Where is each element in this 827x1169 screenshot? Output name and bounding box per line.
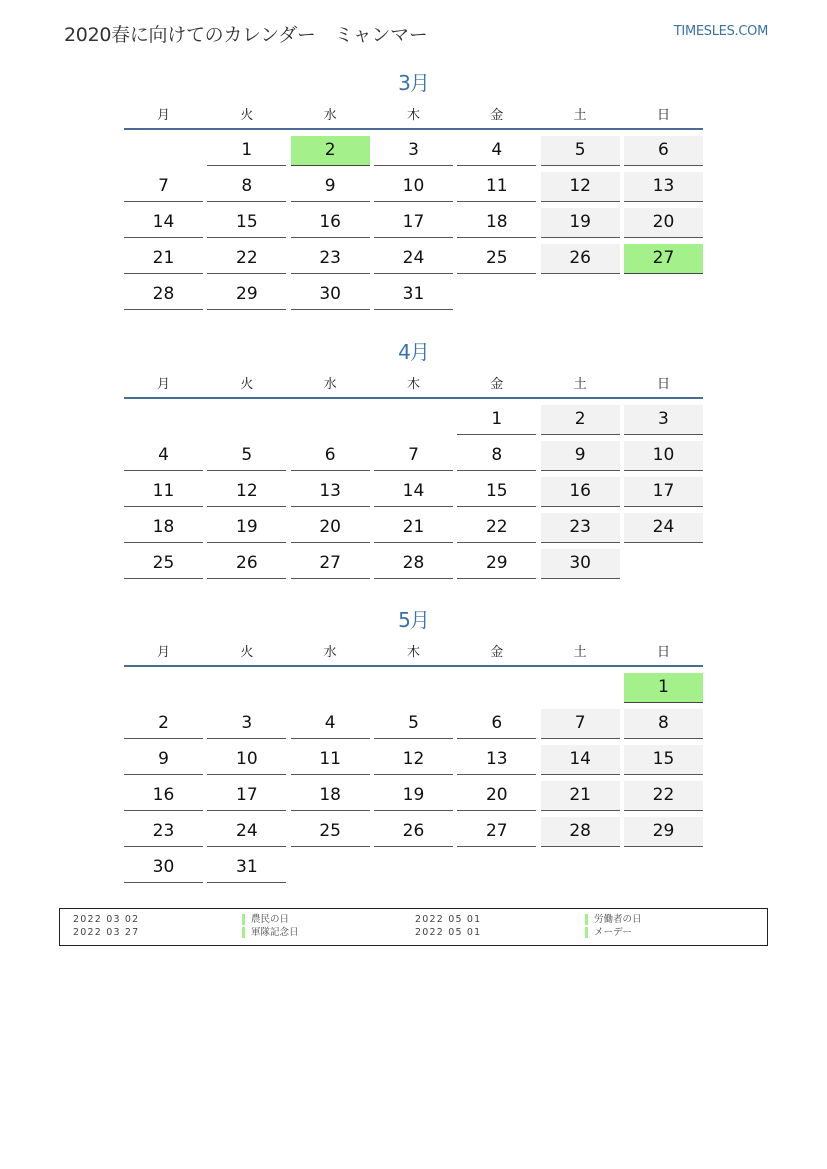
day-cell: 29: [624, 817, 703, 847]
day-cell: 11: [124, 477, 203, 507]
weekday-label: 木: [406, 376, 420, 392]
day-cell: 25: [457, 244, 536, 274]
weekday-label: 火: [240, 376, 254, 392]
day-cell: 7: [541, 709, 620, 739]
day-cell: 17: [624, 477, 703, 507]
weekday-label: 水: [323, 376, 337, 392]
day-cell: 15: [457, 477, 536, 507]
legend-date: 2022 05 01: [415, 914, 482, 925]
weekday-label: 木: [406, 107, 420, 123]
day-cell: 12: [374, 745, 453, 775]
day-cell: 22: [624, 781, 703, 811]
day-grid: [124, 405, 703, 579]
holiday-day-cell: 2: [291, 136, 370, 166]
weekday-label: 土: [573, 107, 587, 123]
day-cell: 27: [457, 817, 536, 847]
legend-holiday-name: 農民の日: [242, 914, 289, 925]
weekday-label: 金: [490, 644, 504, 660]
day-cell: 18: [291, 781, 370, 811]
empty-cell: [207, 673, 286, 703]
day-cell: 16: [124, 781, 203, 811]
day-cell: 22: [207, 244, 286, 274]
day-cell: 9: [291, 172, 370, 202]
day-cell: 13: [457, 745, 536, 775]
day-cell: 6: [291, 441, 370, 471]
month-title: 3月: [398, 71, 429, 95]
empty-cell: [291, 405, 370, 435]
day-cell: 14: [124, 208, 203, 238]
day-cell: 11: [457, 172, 536, 202]
weekday-label: 日: [656, 107, 670, 123]
day-cell: 31: [374, 280, 453, 310]
legend-holiday-name: 軍隊記念日: [242, 927, 299, 938]
empty-cell: [541, 673, 620, 703]
day-cell: 19: [374, 781, 453, 811]
weekday-label: 火: [240, 107, 254, 123]
day-cell: 8: [207, 172, 286, 202]
legend-date: 2022 05 01: [415, 927, 482, 938]
day-cell: 25: [124, 549, 203, 579]
day-cell: 1: [457, 405, 536, 435]
day-cell: 7: [374, 441, 453, 471]
day-cell: 2: [541, 405, 620, 435]
day-cell: 25: [291, 817, 370, 847]
weekday-label: 月: [156, 644, 170, 660]
day-cell: 21: [374, 513, 453, 543]
day-cell: 20: [457, 781, 536, 811]
holiday-day-cell: 27: [624, 244, 703, 274]
day-cell: 24: [374, 244, 453, 274]
day-cell: 29: [457, 549, 536, 579]
weekday-label: 金: [490, 107, 504, 123]
day-cell: 5: [374, 709, 453, 739]
day-cell: 10: [207, 745, 286, 775]
day-cell: 19: [207, 513, 286, 543]
day-cell: 27: [291, 549, 370, 579]
day-grid: [124, 136, 703, 310]
day-cell: 4: [291, 709, 370, 739]
day-cell: 10: [624, 441, 703, 471]
weekday-label: 日: [656, 376, 670, 392]
day-cell: 23: [291, 244, 370, 274]
day-cell: 14: [541, 745, 620, 775]
month-april: [124, 337, 703, 579]
legend-holiday-name: メーデー: [585, 927, 632, 938]
day-cell: 30: [541, 549, 620, 579]
day-cell: 11: [291, 745, 370, 775]
empty-cell: [291, 673, 370, 703]
day-cell: 6: [624, 136, 703, 166]
day-cell: 6: [457, 709, 536, 739]
weekday-label: 月: [156, 376, 170, 392]
day-cell: 28: [374, 549, 453, 579]
weekday-label: 水: [323, 644, 337, 660]
day-grid: [124, 673, 703, 883]
day-cell: 23: [124, 817, 203, 847]
day-cell: 23: [541, 513, 620, 543]
month-march: [124, 68, 703, 310]
day-cell: 15: [624, 745, 703, 775]
day-cell: 22: [457, 513, 536, 543]
day-cell: 9: [541, 441, 620, 471]
day-cell: 28: [124, 280, 203, 310]
day-cell: 18: [457, 208, 536, 238]
empty-cell: [124, 673, 203, 703]
day-cell: 30: [291, 280, 370, 310]
weekday-label: 木: [406, 644, 420, 660]
weekday-label: 金: [490, 376, 504, 392]
day-cell: 17: [374, 208, 453, 238]
day-cell: 20: [624, 208, 703, 238]
day-cell: 5: [207, 441, 286, 471]
empty-cell: [374, 673, 453, 703]
weekday-label: 土: [573, 644, 587, 660]
day-cell: 26: [207, 549, 286, 579]
holiday-legend: [59, 908, 768, 946]
day-cell: 30: [124, 853, 203, 883]
empty-cell: [374, 405, 453, 435]
day-cell: 26: [541, 244, 620, 274]
day-cell: 8: [624, 709, 703, 739]
day-cell: 14: [374, 477, 453, 507]
day-cell: 24: [624, 513, 703, 543]
empty-cell: [124, 136, 203, 166]
day-cell: 5: [541, 136, 620, 166]
empty-cell: [124, 405, 203, 435]
day-cell: 16: [541, 477, 620, 507]
day-cell: 24: [207, 817, 286, 847]
day-cell: 1: [207, 136, 286, 166]
weekday-header: [124, 635, 703, 667]
day-cell: 28: [541, 817, 620, 847]
empty-cell: [457, 673, 536, 703]
day-cell: 15: [207, 208, 286, 238]
day-cell: 19: [541, 208, 620, 238]
site-link[interactable]: TIMESLES.COM: [673, 24, 768, 39]
weekday-label: 日: [656, 644, 670, 660]
day-cell: 26: [374, 817, 453, 847]
day-cell: 2: [124, 709, 203, 739]
empty-cell: [207, 405, 286, 435]
day-cell: 9: [124, 745, 203, 775]
legend-date: 2022 03 27: [73, 927, 140, 938]
day-cell: 3: [624, 405, 703, 435]
day-cell: 3: [207, 709, 286, 739]
day-cell: 7: [124, 172, 203, 202]
day-cell: 3: [374, 136, 453, 166]
day-cell: 20: [291, 513, 370, 543]
day-cell: 21: [541, 781, 620, 811]
weekday-header: [124, 98, 703, 130]
weekday-label: 土: [573, 376, 587, 392]
month-title: 4月: [398, 340, 429, 364]
month-title: 5月: [398, 608, 429, 632]
weekday-label: 月: [156, 107, 170, 123]
day-cell: 4: [124, 441, 203, 471]
day-cell: 10: [374, 172, 453, 202]
day-cell: 13: [624, 172, 703, 202]
day-cell: 4: [457, 136, 536, 166]
day-cell: 16: [291, 208, 370, 238]
page-title: 2020春に向けてのカレンダー ミャンマー: [64, 24, 428, 46]
day-cell: 21: [124, 244, 203, 274]
day-cell: 8: [457, 441, 536, 471]
legend-date: 2022 03 02: [73, 914, 140, 925]
legend-holiday-name: 労働者の日: [585, 914, 642, 925]
weekday-label: 火: [240, 644, 254, 660]
day-cell: 17: [207, 781, 286, 811]
weekday-header: [124, 367, 703, 399]
holiday-day-cell: 1: [624, 673, 703, 703]
day-cell: 12: [541, 172, 620, 202]
day-cell: 18: [124, 513, 203, 543]
month-may: [124, 605, 703, 883]
day-cell: 12: [207, 477, 286, 507]
day-cell: 29: [207, 280, 286, 310]
day-cell: 31: [207, 853, 286, 883]
weekday-label: 水: [323, 107, 337, 123]
day-cell: 13: [291, 477, 370, 507]
